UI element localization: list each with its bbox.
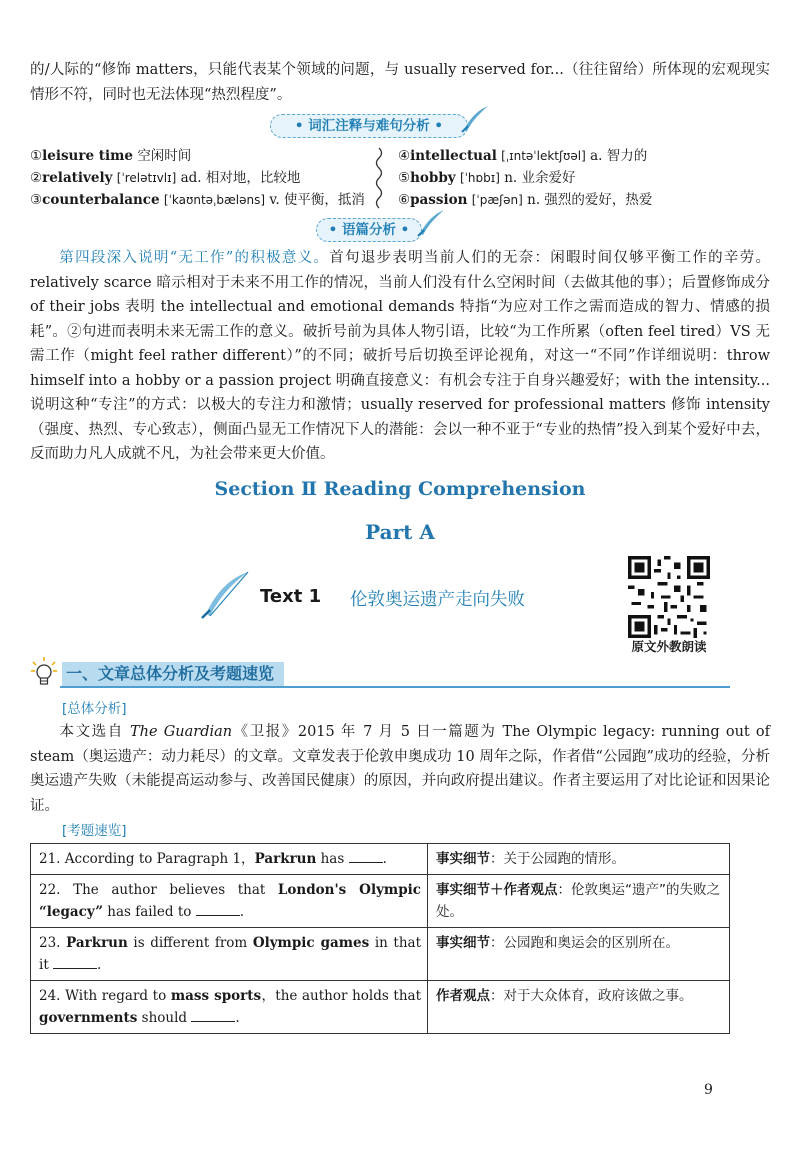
vocab-item-3: ③counterbalance [ˈkaʊntəˌbæləns] v. 使平衡，抵消 [30,192,365,208]
divider-squiggle [372,146,386,210]
question-type-cell: 事实细节＋作者观点：伦敦奥运“遗产”的失败之处。 [428,875,730,928]
table-row [31,981,730,1034]
answer-blank [53,954,97,969]
question-cell: 23. Parkrun is different from Olympic games in that it . [31,928,428,981]
answer-blank [191,1007,235,1022]
part-title: Part A [365,520,435,544]
intro-paragraph: 的/人际的“修饰 matters，只能代表某个领域的问题，与 usually reserved for...（往往留给）所体现的宏观现实情形不符，同时也无法体现“热烈程度”。 [30,62,770,103]
qr-code-icon[interactable] [628,556,710,638]
lightbulb-icon [30,656,58,688]
question-type-cell: 作者观点：对于大众体育，政府该做之事。 [428,981,730,1034]
quill-icon [196,570,252,620]
overall-analysis-paragraph: 本文选自 The Guardian《卫报》2015 年 7 月 5 日一篇题为 The Olympic legacy: running out of steam（奥运遗产：动力耗尽）的文章。文章发表于伦敦申奥成功 10 周年之际，作者借“公园跑”成功的经验，分析奥运遗产失败（未能提高运动参与、改善国民健康）的原因，并向政府提出建议。作者主要运用了对比论证和因果论证。 [30,724,770,814]
vocab-item-2: ②relatively [ˈrelətɪvlɪ] ad. 相对地，比较地 [30,170,301,186]
overall-analysis-tag: [总体分析] [62,701,127,717]
question-cell: 24. With regard to mass sports，the author holds that governments should . [31,981,428,1034]
vocab-item-1: ①leisure time 空闲时间 [30,148,192,164]
question-type-cell: 事实细节：关于公园跑的情形。 [428,844,730,875]
vocab-item-6: ⑥passion [ˈpæʃən] n. 强烈的爱好，热爱 [398,192,653,208]
text-title-cn: 伦敦奥运遗产走向失败 [350,590,525,610]
vocab-item-4: ④intellectual [ˌɪntəˈlektʃʊəl] a. 智力的 [398,148,648,164]
discourse-heading: • 语篇分析 • [316,218,422,242]
vocab-item-5: ⑤hobby [ˈhɒbɪ] n. 业余爱好 [398,170,576,186]
feather-pen-icon [414,208,448,238]
section-banner: 一、文章总体分析及考题速览 [62,662,284,686]
text-label: Text 1 [260,586,322,607]
question-preview-table [30,843,730,1034]
analysis-body: 首句退步表明当前人们的无奈：闲暇时间仅够平衡工作的辛劳。relatively scarce 暗示相对于未来不用工作的情况，当前人们没有什么空闲时间（去做其他的事）；后置修饰成分 of their jobs 表明 the intellectual and emotional demands 特指“为应对工作之需而造成的智力、情感的损耗”。②句进而表明未来无需工作的意义。破折号前为具体人物引语，比较“为工作所累（often feel tired）VS 无需工作（might feel rather different）”的不同；破折号后切换至评论视角，对这一“不同”作详细说明：throw himself into a hobby or a passion project 明确直接意义：有机会专注于自身兴趣爱好；with the intensity... 说明这种“专注”的方式：以极大的专注力和激情；usually reserved for professional matters 修饰 intensity（强度、热烈、专心致志），侧面凸显无工作情况下人的潜能：会以一种不亚于“专业的热情”投入到某个爱好中去，反而助力凡人成就不凡，为社会带来更大价值。 [30,250,770,462]
discourse-analysis-paragraph [30,246,770,467]
question-type-cell: 事实细节：公园跑和奥运会的区别所在。 [428,928,730,981]
qr-caption: 原文外教朗读 [631,639,707,654]
banner-underline [60,686,730,688]
question-cell: 21. According to Paragraph 1，Parkrun has . [31,844,428,875]
question-cell: 22. The author believes that London's Olympic “legacy” has failed to . [31,875,428,928]
page-number: 9 [704,1082,713,1098]
table-row [31,928,730,981]
feather-pen-icon [458,104,492,134]
answer-blank [196,901,240,916]
section-title: Section Ⅱ Reading Comprehension [214,478,586,500]
question-preview-tag: [考题速览] [62,823,127,839]
table-row [31,875,730,928]
answer-blank [349,848,383,863]
source-title: The Guardian [129,724,233,740]
analysis-lead: 第四段深入说明“无工作”的积极意义。 [58,250,330,266]
vocab-heading: • 词汇注释与难句分析 • [270,114,468,138]
table-row [31,844,730,875]
